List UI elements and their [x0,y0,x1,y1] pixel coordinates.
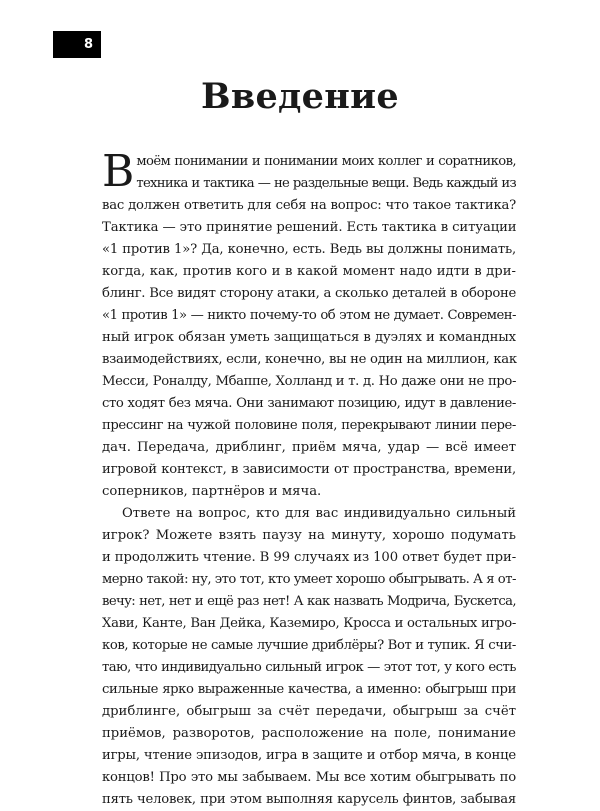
text-line: прессинг на чужой половине поля, перекрывают линии пере- [102,418,516,433]
text-line: мерно такой: ну, это тот, кто умеет хорошо обыгрывать. А я от- [102,572,516,587]
text-line: пять человек, при этом выполняя карусель финтов, забывая [102,792,516,807]
paragraph-1 [102,146,517,503]
text-line: техника и тактика — не раздельные вещи. Ведь каждый из [136,176,516,191]
text-line: дач. Передача, дриблинг, приём мяча, удар — всё имеет [102,440,516,455]
text-line: «1 против 1» — никто почему-то об этом не думает. Современ- [102,308,516,323]
text-line: когда, как, против кого и в какой момент надо идти в дри- [102,264,516,279]
text-line: приёмов, разворотов, расположение на поле, понимание [102,726,516,741]
text-line: сильные ярко выраженные качества, а именно: обыгрыш при [102,682,516,697]
text-line: соперников, партнёров и мяча. [102,484,322,499]
paragraph-2 [102,503,516,811]
text-line: ков, которые не самые лучшие дриблёры? Вот и тупик. Я счи- [102,638,516,653]
text-line: вас должен ответить для себя на вопрос: что такое тактика? [102,198,517,213]
body-text [102,146,517,811]
text-line: Месси, Роналду, Мбаппе, Холланд и т. д. Но даже они не про- [102,374,516,389]
text-line: моём понимании и понимании моих коллег и соратников, [136,154,516,169]
text-line: блинг. Все видят сторону атаки, а сколько деталей в обороне [102,286,516,301]
text-line: Тактика — это принятие решений. Есть тактика в ситуации [102,220,517,235]
text-line: игры, чтение эпизодов, игра в защите и отбор мяча, в конце [102,748,516,763]
text-line: ный игрок обязан уметь защищаться в дуэлях и командных [102,330,516,345]
text-line: «1 против 1»? Да, конечно, есть. Ведь вы должны понимать, [102,242,516,257]
text-line: концов! Про это мы забываем. Мы все хотим обыгрывать по [102,770,516,785]
text-line: сто ходят без мяча. Они занимают позицию, идут в давление- [102,396,516,411]
page-number [53,31,101,58]
text-line: таю, что индивидуально сильный игрок — этот тот, у кого есть [102,660,516,675]
text-line: дриблинге, обыгрыш за счёт передачи, обыгрыш за счёт [102,704,516,719]
text-line: и продолжить чтение. В 99 случаях из 100 ответ будет при- [102,550,517,565]
text-line: взаимодействиях, если, конечно, вы не один на миллион, как [102,352,517,367]
page-number-text: 8 [83,37,93,52]
drop-cap: В [102,146,135,197]
text-line: вечу: нет, нет и ещё раз нет! А как назвать Модрича, Бускетса, [102,594,516,609]
text-line: Хави, Канте, Ван Дейка, Каземиро, Кросса и остальных игро- [102,616,516,631]
text-line: игрок? Можете взять паузу на минуту, хорошо подумать [102,528,516,543]
text-line: Ответе на вопрос, кто для вас индивидуально сильный [122,506,516,521]
text-line: игровой контекст, в зависимости от пространства, времени, [102,462,516,477]
chapter-title: Введение [200,76,399,117]
